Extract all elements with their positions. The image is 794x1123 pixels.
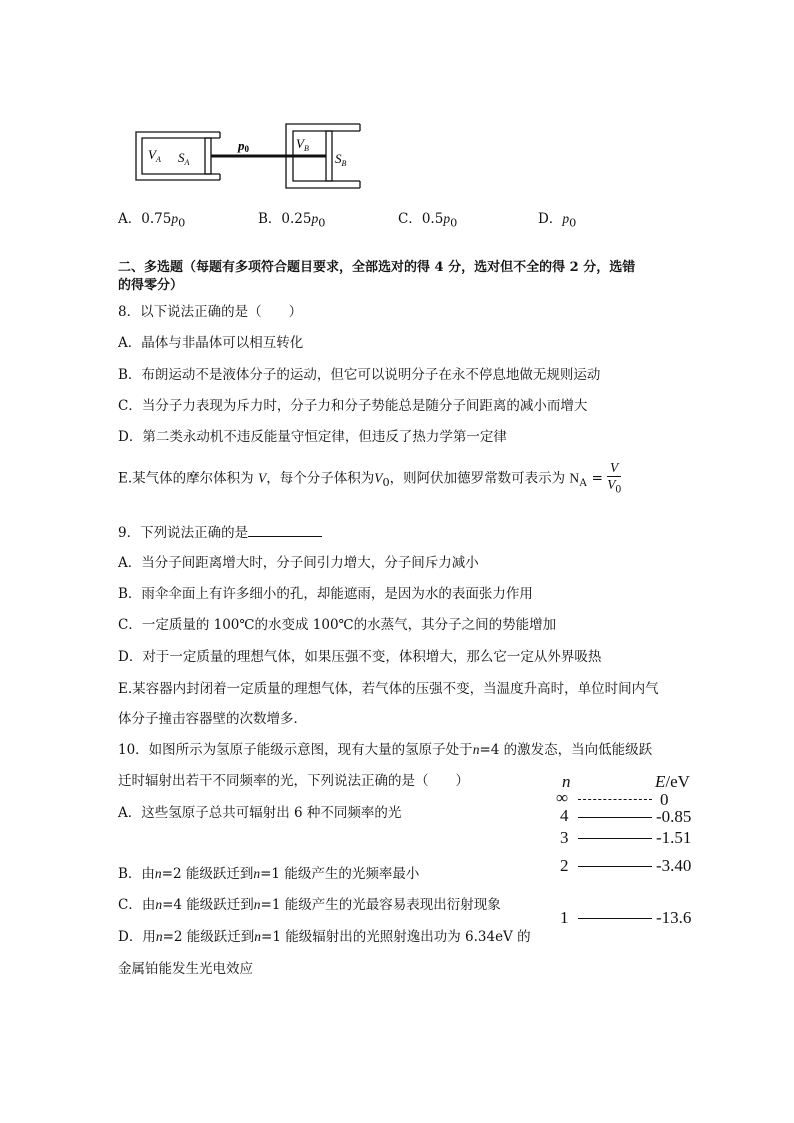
q10-option-a[interactable]: A．这些氢原子总共可辐射出 6 种不同频率的光 (118, 805, 402, 821)
header-n: n (562, 772, 571, 791)
q7-option-a[interactable]: A．$0.75p_0$ (118, 211, 186, 230)
level-n-3: 3 (560, 828, 569, 847)
q8-option-c[interactable]: C．当分子力表现为斥力时，分子力和分子势能总是随分子间距离的减小而增大 (118, 398, 588, 414)
level-e-3: -1.51 (656, 828, 692, 847)
q7-option-d[interactable]: D．$p_0$ (538, 211, 577, 230)
label-vb: $V_B$ (296, 136, 309, 153)
level-line-inf (578, 799, 652, 800)
level-n-inf: ∞ (556, 788, 569, 807)
level-n-4: 4 (560, 806, 569, 825)
q8-option-e[interactable]: E.某气体的摩尔体积为 V，每个分子体积为$V_0$，则阿伏加德罗常数可表示为 $N_A$ = $\frac{V}{V_0}$ (118, 460, 622, 496)
q10-option-c[interactable]: C．由n=4 能级跃迁到n=1 能级产生的光最容易表现出衍射现象 (118, 897, 501, 913)
label-va: $V_A$ (148, 147, 161, 164)
level-e-1: -13.6 (656, 908, 692, 927)
q8-stem: 8．以下说法正确的是（ ） (118, 304, 303, 320)
level-e-4: -0.85 (656, 807, 692, 826)
formula-fraction: $\frac{V}{V_0}$ (607, 460, 622, 496)
label-sa: $S_A$ (178, 150, 190, 167)
level-line-2 (578, 866, 652, 867)
q7-option-b[interactable]: B．$0.25p_0$ (258, 211, 326, 230)
piston-diagram (128, 118, 368, 198)
answer-blank[interactable] (248, 524, 322, 537)
q9-option-a[interactable]: A．当分子间距离增大时，分子间引力增大，分子间斥力减小 (118, 555, 479, 571)
level-line-4 (578, 817, 652, 818)
q9-option-e-line2[interactable]: 体分子撞击容器壁的次数增多． (118, 711, 307, 727)
q10-stem-line1: 10．如图所示为氢原子能级示意图，现有大量的氢原子处于n=4 的激发态，当向低能级跃 (118, 742, 653, 758)
q9-option-b[interactable]: B．雨伞伞面上有许多细小的孔，却能遮雨，是因为水的表面张力作用 (118, 586, 533, 602)
level-e-2: -3.40 (656, 856, 692, 875)
label-sb: $S_B$ (335, 151, 347, 168)
section-2-title-line1: 二、多选题（每题有多项符合题目要求，全部选对的得 4 分，选对但不全的得 2 分，选错 (118, 260, 636, 275)
level-n-2: 2 (560, 856, 569, 875)
level-e-inf: 0 (660, 790, 669, 809)
q10-stem-line2: 迁时辐射出若干不同频率的光，下列说法正确的是（ ） (118, 773, 469, 789)
q10-option-d-line2[interactable]: 金属铂能发生光电效应 (118, 961, 253, 977)
q10-option-d[interactable]: D．用n=2 能级跃迁到n=1 能级辐射出的光照射逸出功为 6.34eV 的 (118, 929, 531, 945)
q7-option-c[interactable]: C．$0.5p_0$ (398, 211, 458, 230)
q8-option-b[interactable]: B．布朗运动不是液体分子的运动，但它可以说明分子在永不停息地做无规则运动 (118, 367, 601, 383)
section-2-title-line2: 的得零分） (118, 278, 184, 293)
q9-stem: 9．下列说法正确的是 (118, 521, 322, 541)
q9-option-c[interactable]: C．一定质量的 100℃的水变成 100℃的水蒸气，其分子之间的势能增加 (118, 617, 557, 633)
header-energy: E/eV (655, 772, 690, 791)
level-line-3 (578, 838, 652, 839)
q9-option-d[interactable]: D．对于一定质量的理想气体，如果压强不变，体积增大，那么它一定从外界吸热 (118, 649, 602, 665)
energy-level-diagram (552, 770, 712, 940)
q10-option-b[interactable]: B．由n=2 能级跃迁到n=1 能级产生的光频率最小 (118, 866, 420, 882)
q8-option-a[interactable]: A．晶体与非晶体可以相互转化 (118, 335, 304, 351)
q8-option-d[interactable]: D．第二类永动机不违反能量守恒定律，但违反了热力学第一定律 (118, 429, 507, 445)
q9-option-e-line1[interactable]: E.某容器内封闭着一定质量的理想气体，若气体的压强不变，当温度升高时，单位时间内气 (118, 681, 659, 697)
label-p0: p0 (238, 138, 249, 154)
level-line-1 (578, 918, 652, 919)
level-n-1: 1 (560, 908, 569, 927)
